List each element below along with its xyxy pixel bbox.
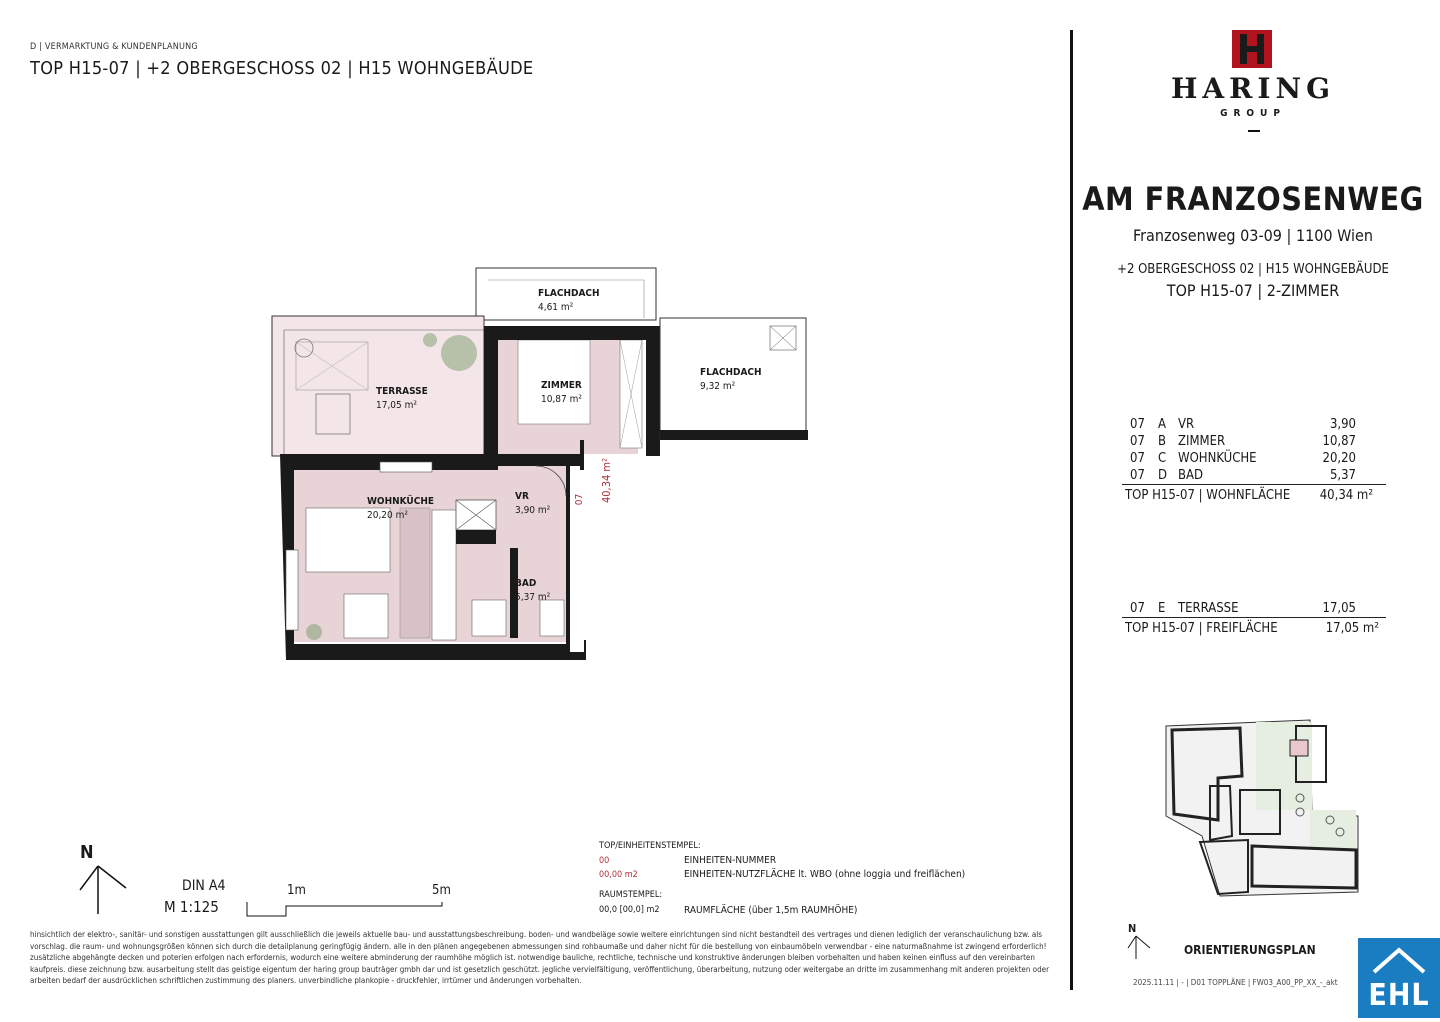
freiflaeche-value: 17,05 m² [1325,621,1379,636]
room-area: 17,05 [1322,601,1356,616]
area-wohnkueche: 20,20 m² [367,510,408,521]
legend-text-1: EINHEITEN-NUMMER [684,855,777,866]
disclaimer: hinsichtlich der elektro-, sanitär- und sonstigen ausstattungen gilt ausschließlich die jeweils aktuelle bau- und ausstattungsbeschreibung. boden- und wandbeläge sowie weitere einrichtungen sind nicht bestandteil des vertrages und dienen lediglich der veranschaulichung bzw. als vorschlag. die raum- und wohnungsgrößen können sich durch die detailplanung geringfügig ändern. alle in den plänen angegebenen abmessungen sind rohbaumaße und daher nicht für die bestellung von einbaumöbeln verwendbar - eine naturmaßnahme ist zwingend erforderlich! zusätzliche abgehängte decken und poterien erfolgen nach erfordernis, wodurch eine weitere abminderung der raumhöhe möglich ist. notwendige bauliche, rechtliche, technische und konstruktive änderungen bleiben vorbehalten und haben keinen einfluss auf den vereinbarten kaufpreis. diese zeichnung bzw. ausarbeitung stellt das geistige eigentum der haring group bauträger gmbh dar und ist gesetzlich geschützt. jegliche vervielfältigung, veröffentlichung, überarbeitung, nutzung oder weitergabe an dritte im zusammenhang mit anderen projekten oder arbeiten bedarf der ausdrücklichen schriftlichen zustimmung des planers. unverbindliche plankopie - druckfehler, irrtümer und änderungen vorbehalten. [30,930,1050,985]
legend-code-3: 00,0 [00,0] m2 [599,905,660,915]
room-top: 07 [1130,434,1145,449]
table-row [1130,433,1356,450]
table-row [1130,450,1356,467]
kitchen-counter [432,510,456,640]
outdoor-area-table [1130,600,1356,617]
room-top: 07 [1130,451,1145,466]
legend-title: TOP/EINHEITENSTEMPEL: [599,841,701,851]
room-area: 10,87 [1322,434,1356,449]
brand-dash [1248,130,1260,132]
brand-sub: GROUP [1220,108,1286,119]
stamp-unit-number: 07 [574,493,586,506]
room-top: 07 [1130,468,1145,483]
stamp-unit-area: 40,34 m² [600,457,614,504]
room-code: E [1158,601,1166,616]
room-code: A [1158,417,1166,432]
wohnflaeche-row [1122,484,1386,503]
scale-bar [246,900,446,920]
area-flachdach-top: 4,61 m² [538,302,574,313]
plant-icon [441,335,477,371]
room-top: 07 [1130,601,1145,616]
room-name: VR [1178,417,1195,432]
plan-scale: M 1:125 [164,898,219,916]
orientation-label: ORIENTIERUNGSPLAN [1184,943,1316,957]
room-top: 07 [1130,417,1145,432]
brand-name: HARING [1170,72,1336,105]
floor-plan [260,260,820,670]
orientation-map [1160,716,1366,900]
room-code: C [1158,451,1167,466]
table-row [1130,600,1356,617]
room-code: B [1158,434,1167,449]
paper-format: DIN A4 [182,878,226,894]
legend-title-2: RAUMSTEMPEL: [599,890,663,900]
footer-file: 2025.11.11 | - | D01 TOPPLÄNE | FW03_A00_PP_XX_-_akt [1133,978,1338,987]
haring-logo-icon [1232,30,1272,68]
area-vr: 3,90 m² [515,505,551,516]
project-address: Franzosenweg 03-09 | 1100 Wien [1132,226,1374,245]
freiflaeche-row [1122,617,1386,636]
unit-label: TOP H15-07 | 2-ZIMMER [1166,281,1340,300]
room-area-table [1130,416,1356,484]
room-area: 3,90 [1329,417,1356,432]
label-flachdach-top: FLACHDACH [538,288,600,299]
scale-tick-5m: 5m [432,883,451,898]
label-zimmer: ZIMMER [541,380,582,391]
legend-text-2: EINHEITEN-NUTZFLÄCHE lt. WBO (ohne loggia und freiflächen) [684,869,966,880]
label-bad: BAD [515,578,537,589]
room-code: D [1158,468,1168,483]
page-title: TOP H15-07 | +2 OBERGESCHOSS 02 | H15 WOHNGEBÄUDE [30,58,534,79]
scale-tick-1m: 1m [287,883,306,898]
floor-label: +2 OBERGESCHOSS 02 | H15 WOHNGEBÄUDE [1117,262,1389,277]
department-label: D | VERMARKTUNG & KUNDENPLANUNG [30,42,198,52]
wohnflaeche-value: 40,34 m² [1319,488,1373,503]
room-name: ZIMMER [1178,434,1226,449]
project-name: AM FRANZOSENWEG [1082,180,1424,218]
room-area: 20,20 [1322,451,1356,466]
freiflaeche-label: TOP H15-07 | FREIFLÄCHE [1125,621,1278,636]
label-wohnkueche: WOHNKÜCHE [367,496,435,507]
orientation-north-icon [1126,934,1152,960]
wohnflaeche-label: TOP H15-07 | WOHNFLÄCHE [1125,488,1291,503]
legend-code-2: 00,00 m2 [599,870,638,880]
north-label: N [80,842,94,863]
ehl-text: EHL [1368,978,1430,1013]
ehl-logo [1358,938,1440,1018]
room-name: BAD [1178,468,1204,483]
label-vr: VR [515,491,529,502]
area-terrasse: 17,05 m² [376,400,417,411]
table-row [1130,467,1356,484]
area-flachdach-right: 9,32 m² [700,381,736,392]
flachdach-right-outline [660,318,806,438]
legend-code-1: 00 [599,856,610,866]
area-bad: 5,37 m² [515,592,551,603]
room-area: 5,37 [1329,468,1356,483]
label-flachdach-right: FLACHDACH [700,367,762,378]
dining-table [344,594,388,638]
north-arrow-icon [76,860,128,916]
room-name: WOHNKÜCHE [1178,451,1257,466]
orientation-north-label: N [1128,922,1137,935]
divider [1070,30,1073,990]
shower [472,600,506,636]
unit-marker-icon [1290,740,1308,756]
room-name: TERRASSE [1178,601,1239,616]
label-terrasse: TERRASSE [376,386,428,397]
legend-text-3: RAUMFLÄCHE (über 1,5m RAUMHÖHE) [684,905,858,916]
table-row [1130,416,1356,433]
area-zimmer: 10,87 m² [541,394,582,405]
